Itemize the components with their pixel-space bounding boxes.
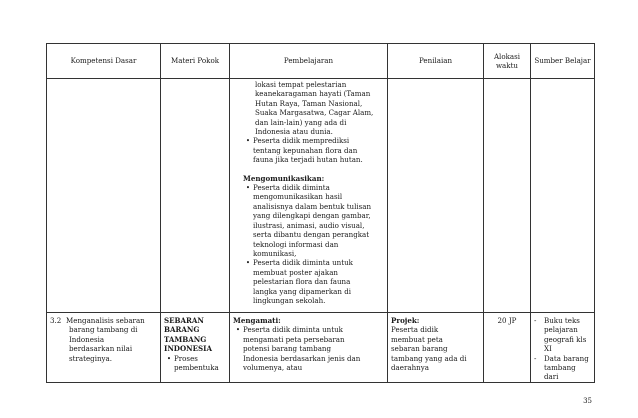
text-line: Peserta didik memprediksi	[253, 136, 350, 146]
bullet-icon: •	[245, 258, 251, 268]
list-item	[534, 316, 591, 354]
kd-text-line: barang tambang di	[69, 325, 138, 335]
header-sumber-belajar: Sumber Belajar	[531, 44, 595, 79]
text-line: Peserta didik	[391, 325, 439, 335]
cell-pembelajaran-continued	[230, 79, 388, 313]
text-line: mengamati peta persebaran	[243, 334, 345, 344]
cell-alokasi-waktu	[484, 313, 531, 383]
text-line: yang dilengkapi dengan gambar,	[253, 211, 371, 221]
section-heading: Mengomunikasikan:	[243, 173, 325, 183]
text-line: tentang kepunahan flora dan	[253, 145, 358, 155]
text-line: Peserta didik diminta untuk	[253, 258, 353, 268]
kd-text-line: Indonesia	[69, 334, 105, 344]
text-line: pelajaran	[544, 325, 578, 335]
table-row	[47, 79, 595, 313]
text-line: dan lain-lain) yang ada di	[255, 117, 347, 127]
bullet-item	[164, 354, 226, 373]
cell-pembelajaran	[230, 313, 388, 383]
header-kompetensi-dasar: Kompetensi Dasar	[47, 44, 161, 79]
text-line: lokasi tempat pelestarian	[255, 80, 347, 89]
bullet-icon: •	[245, 136, 251, 146]
materi-title-line: SEBARAN	[164, 316, 204, 325]
text-line: Buku teks	[544, 316, 580, 325]
dash-icon: -	[534, 353, 537, 363]
table-header-row	[47, 44, 595, 79]
cell-kd-empty	[47, 79, 161, 313]
text-line: potensi barang tambang	[243, 344, 332, 354]
cell-alokasi-empty	[484, 79, 531, 313]
kd-text-line: Menganalisis sebaran	[66, 316, 145, 325]
text-line: fauna jika terjadi hutan hutan.	[253, 155, 363, 165]
table-row	[47, 313, 595, 383]
dash-icon: -	[534, 316, 537, 325]
bullet-item	[233, 136, 384, 164]
cell-sumber-belajar	[531, 313, 595, 383]
text-line: membuat poster ajakan	[253, 267, 338, 277]
text-line: XI	[544, 344, 552, 354]
text-line: Proses	[174, 353, 198, 363]
section-heading: Projek:	[391, 316, 420, 325]
section-heading: Mengamati:	[233, 316, 281, 325]
bullet-item	[233, 258, 384, 305]
text-line: keanekaragaman hayati (Taman	[255, 89, 371, 99]
text-line: pembentuka	[174, 363, 219, 373]
list-item	[534, 354, 591, 382]
page-number: 35	[583, 397, 592, 405]
cell-penilaian	[388, 313, 484, 383]
text-line: Peserta didik diminta	[253, 183, 330, 193]
syllabus-table	[46, 43, 595, 383]
cell-materi-pokok	[161, 313, 230, 383]
text-line: geografi kls	[544, 334, 587, 344]
text-line: pelestarian flora dan fauna	[253, 277, 351, 287]
header-pembelajaran: Pembelajaran	[230, 44, 388, 79]
text-line: Data barang	[544, 353, 589, 363]
text-line: Suaka Margasatwa, Cagar Alam,	[255, 108, 374, 118]
cell-sumber-empty	[531, 79, 595, 313]
text-line: langka yang dipamerkan di	[253, 286, 352, 296]
materi-title-line: BARANG	[164, 325, 200, 335]
text-line: teknologi informasi dan	[253, 239, 339, 249]
text-line: analisisnya dalam bentuk tulisan	[253, 201, 372, 211]
bullet-icon: •	[245, 183, 251, 193]
text-line: lingkungan sekolah.	[253, 295, 326, 305]
text-line: mengomunikasikan hasil	[253, 192, 343, 202]
text-line: Peserta didik diminta untuk	[243, 325, 343, 335]
header-materi-pokok: Materi Pokok	[161, 44, 230, 79]
materi-title-line: INDONESIA	[164, 344, 212, 354]
text-line: sebaran barang	[391, 344, 448, 354]
materi-title-line: TAMBANG	[164, 334, 207, 344]
text-line: tambang dari	[544, 363, 576, 382]
continued-text	[233, 80, 384, 136]
text-line: Hutan Raya, Taman Nasional,	[255, 98, 363, 108]
bullet-icon: •	[166, 353, 172, 363]
bullet-icon: •	[235, 325, 241, 335]
cell-penilaian-empty	[388, 79, 484, 313]
kd-text-line: strateginya.	[69, 353, 113, 363]
text-line: daerahnya	[391, 363, 429, 373]
bullet-item	[233, 183, 384, 258]
cell-kompetensi-dasar	[47, 313, 161, 383]
cell-materi-empty	[161, 79, 230, 313]
bullet-item	[233, 325, 384, 372]
text-line: tambang yang ada di	[391, 353, 467, 363]
text-line: Indonesia berdasarkan jenis dan	[243, 353, 361, 363]
alokasi-value: 20 JP	[497, 316, 517, 325]
text-line: membuat peta	[391, 334, 443, 344]
kd-text-line: berdasarkan nilai	[69, 344, 133, 354]
text-line: ilustrasi, animasi, audio visual,	[253, 220, 365, 230]
header-alokasi-waktu: Alokasi waktu	[484, 44, 531, 79]
text-line: volumenya, atau	[243, 363, 303, 373]
text-line: Indonesia atau dunia.	[255, 127, 333, 137]
kd-number: 3.2	[50, 316, 62, 325]
text-line: komunikasi,	[253, 248, 297, 258]
text-line: serta dibantu dengan perangkat	[253, 230, 370, 240]
header-penilaian: Penilaian	[388, 44, 484, 79]
